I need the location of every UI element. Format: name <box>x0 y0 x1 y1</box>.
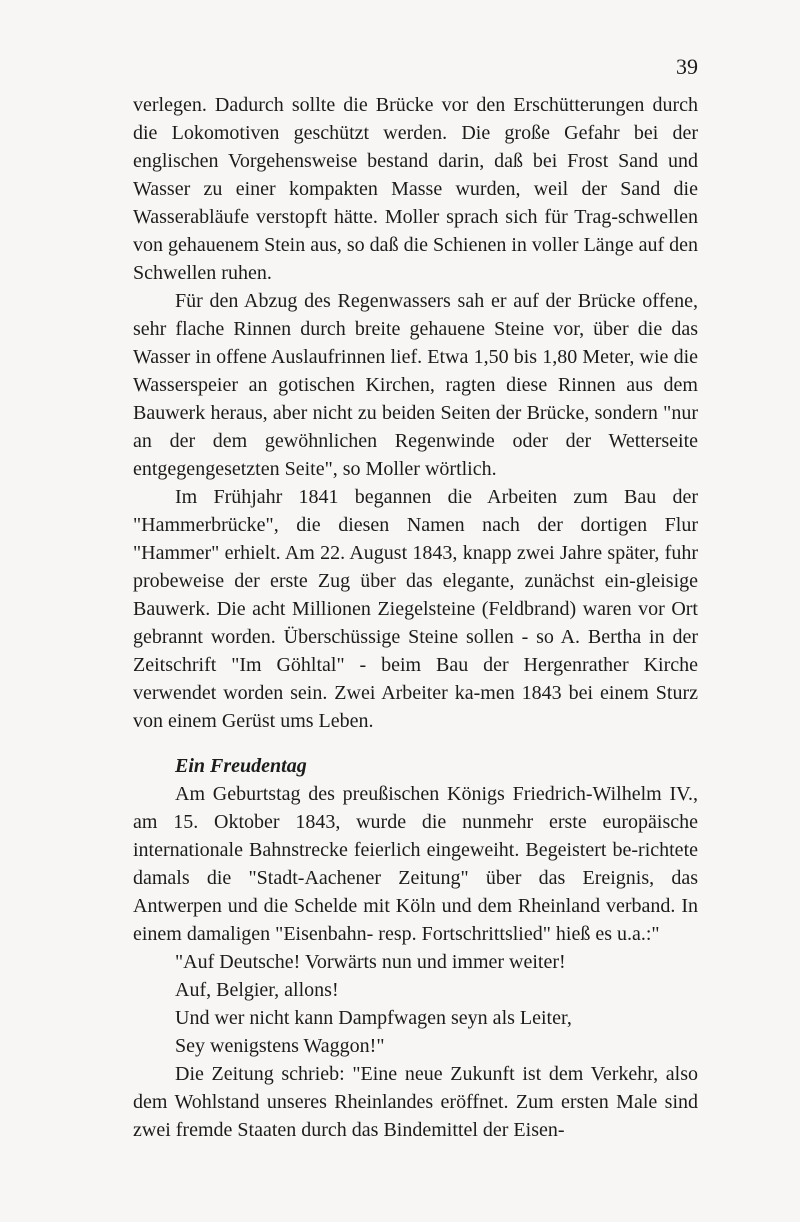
verse-line: Auf, Belgier, allons! <box>175 979 339 1001</box>
verse-line: "Auf Deutsche! Vorwärts nun und immer weiter! <box>175 951 566 973</box>
page-number: 39 <box>676 54 698 79</box>
verse-line: Sey wenigstens Waggon!" <box>175 1035 385 1057</box>
paragraph-rainwater-drainage: Für den Abzug des Regenwassers sah er auf der Brücke offene, sehr flache Rinnen durch breite gehauene Steine vor, über die das Wasser in offene Auslaufrinnen lief. Etwa 1,50 bis 1,80 Meter, wie die Wasserspeier an gotischen Kirchen, ragten diese Rinnen aus dem Bauwerk heraus, aber nicht zu beiden Seiten der Brücke, sondern "nur an der dem gewöhnlichen Regenwinde oder der Wetterseite entgegengesetzten Seite", so Moller wörtlich. <box>133 290 698 480</box>
paragraph-construction-1841: Im Frühjahr 1841 begannen die Arbeiten zum Bau der "Hammerbrücke", die diesen Namen nach der dortigen Flur "Hammer" erhielt. Am 22. August 1843, knapp zwei Jahre später, fuhr probeweise der erste Zug über das elegante, zunächst ein-gleisige Bauwerk. Die acht Millionen Ziegelsteine (Feldbrand) waren vor Ort gebrannt worden. Überschüssige Steine sollen - so A. Bertha in der Zeitschrift "Im Göhltal" - beim Bau der Hergenrather Kirche verwendet worden sein. Zwei Arbeiter ka-men 1843 bei einem Sturz von einem Gerüst ums Leben. <box>133 486 698 732</box>
paragraph-inauguration: Am Geburtstag des preußischen Königs Friedrich-Wilhelm IV., am 15. Oktober 1843, wurde die nunmehr erste europäische internationale Bahnstrecke feierlich eingeweiht. Begeistert be-richtete damals die "Stadt-Aachener Zeitung" über das Ereignis, das Antwerpen und die Schelde mit Köln und dem Rheinland verband. In einem damaligen "Eisenbahn- resp. Fortschrittslied" hieß es u.a.:" <box>133 783 698 945</box>
verse-line: Und wer nicht kann Dampfwagen seyn als Leiter, <box>175 1007 572 1029</box>
body-text <box>133 91 698 1144</box>
paragraph-bridge-drainage-intro: verlegen. Dadurch sollte die Brücke vor den Erschütterungen durch die Lokomotiven geschützt werden. Die große Gefahr bei der englischen Vorgehensweise bestand darin, daß bei Frost Sand und Wasser zu einer kompakten Masse wurden, weil der Sand die Wasserabläufe verstopft hätte. Moller sprach sich für Trag-schwellen von gehauenem Stein aus, so daß die Schienen in voller Länge auf den Schwellen ruhen. <box>133 94 698 284</box>
section-heading: Ein Freudentag <box>175 755 307 777</box>
verse-quote <box>133 948 698 1060</box>
paragraph-newspaper-quote: Die Zeitung schrieb: "Eine neue Zukunft ist dem Verkehr, also dem Wohlstand unseres Rheinlandes eröffnet. Zum ersten Male sind zwei fremde Staaten durch das Bindemittel der Eisen- <box>133 1063 698 1141</box>
